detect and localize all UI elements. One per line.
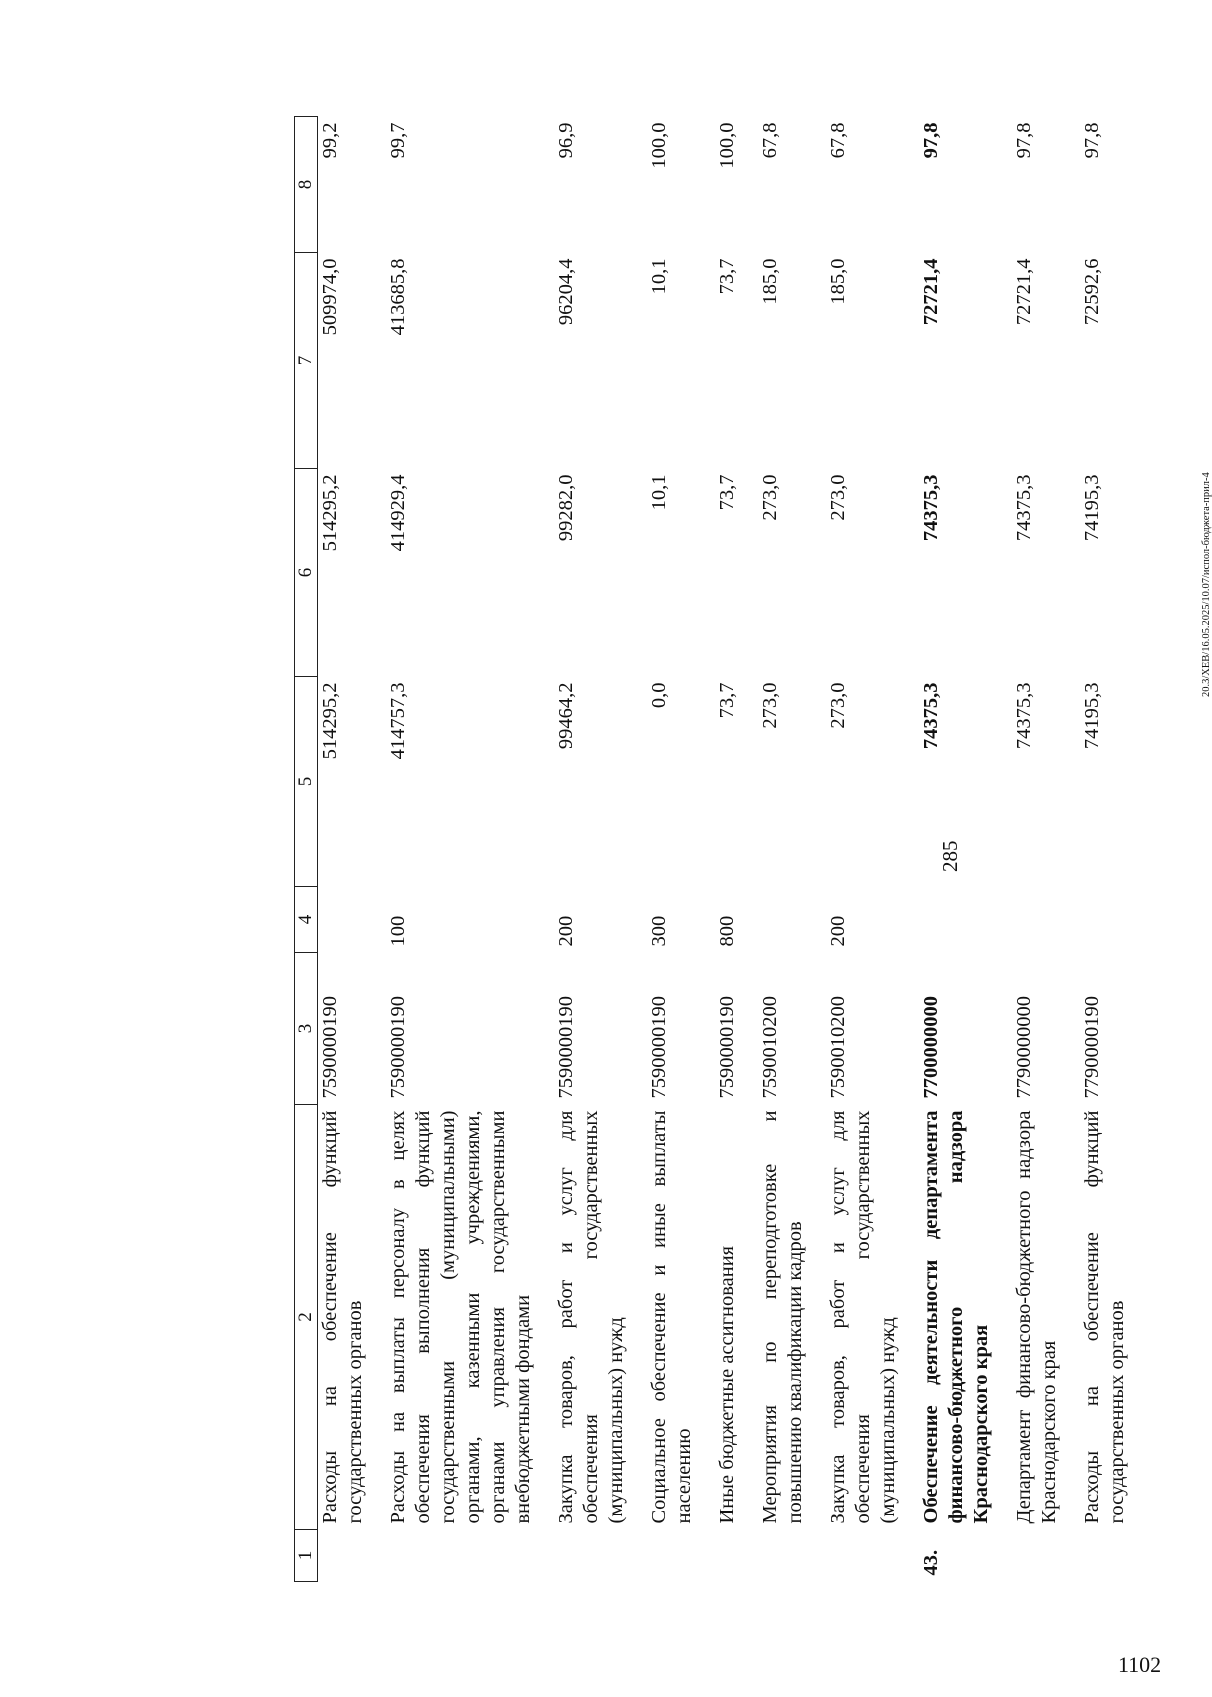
- row-code: 7590000190: [387, 996, 409, 1099]
- row-name: Обеспечение деятельности департамента финансово-бюджетного надзора Краснодарского края: [920, 1110, 992, 1524]
- row-code: 7590010200: [759, 996, 781, 1099]
- row-code: 7590000190: [716, 996, 738, 1099]
- row-name: Расходы на выплаты персоналу в целях обеспечения выполнения функций государственными (муниципальными) органами, казенными учреждениями, органами управления государственными внебюджетными фондами: [387, 1110, 534, 1524]
- header-cell: 1: [295, 1530, 318, 1582]
- budget-table-body: [295, 117, 1139, 1582]
- row-number: [816, 1530, 909, 1582]
- row-value-col5: 74195,3: [1081, 682, 1103, 750]
- row-value-col7: 185,0: [759, 258, 781, 305]
- row-percent-col8: 97,8: [1013, 122, 1035, 159]
- row-name: Департамент финансово-бюджетного надзора Краснодарского края: [1013, 1110, 1060, 1524]
- table-header-row: [295, 117, 318, 1582]
- row-number: [318, 1530, 377, 1582]
- row-percent-col8: 99,2: [319, 122, 341, 159]
- row-percent-col8: 96,9: [555, 122, 577, 159]
- table-row: [816, 117, 909, 1582]
- row-expense-type: [318, 887, 377, 953]
- row-code: 7790000190: [1081, 996, 1103, 1099]
- row-value-col6: 273,0: [827, 474, 849, 521]
- row-value-col6: 74375,3: [920, 474, 942, 542]
- row-value-col6: 73,7: [716, 474, 738, 511]
- row-number: [376, 1530, 544, 1582]
- row-percent-col8: 100,0: [716, 122, 738, 169]
- row-value-col7: 72592,6: [1081, 258, 1103, 326]
- table-row: [705, 117, 748, 1582]
- row-value-col6: 514295,2: [319, 474, 341, 552]
- row-value-col5: 414757,3: [387, 682, 409, 760]
- row-expense-type: [1002, 887, 1070, 953]
- row-name: Мероприятия по переподготовке и повышению квалификации кадров: [759, 1110, 806, 1524]
- row-name: Иные бюджетные ассигнования: [716, 1245, 738, 1524]
- table-row: [748, 117, 816, 1582]
- row-value-col5: 0,0: [648, 682, 670, 709]
- row-value-col7: 96204,4: [555, 258, 577, 326]
- rotated-page: [136, 72, 1212, 1632]
- header-cell: 2: [295, 1105, 318, 1530]
- row-expense-type: 800: [716, 915, 738, 947]
- row-value-col7: 73,7: [716, 258, 738, 295]
- row-value-col6: 414929,4: [387, 474, 409, 552]
- row-number: [705, 1530, 748, 1582]
- row-number: 43.: [920, 1549, 942, 1576]
- row-value-col7: 413685,8: [387, 258, 409, 336]
- row-value-col7: 185,0: [827, 258, 849, 305]
- row-value-col6: 74195,3: [1081, 474, 1103, 542]
- budget-table: [294, 116, 1138, 1582]
- row-name: Расходы на обеспечение функций государственных органов: [319, 1110, 366, 1524]
- row-percent-col8: 67,8: [827, 122, 849, 159]
- row-code: 7790000000: [1013, 996, 1035, 1099]
- row-value-col6: 74375,3: [1013, 474, 1035, 542]
- row-name: Закупка товаров, работ и услуг для обеспечения государственных (муниципальных) нужд: [555, 1110, 627, 1524]
- row-number: [544, 1530, 637, 1582]
- table-row: [1002, 117, 1070, 1582]
- row-code: 7590000190: [319, 996, 341, 1099]
- row-expense-type: [909, 887, 1002, 953]
- row-name: Социальное обеспечение и иные выплаты населению: [648, 1110, 695, 1524]
- header-cell: 3: [295, 953, 318, 1105]
- table-row: [544, 117, 637, 1582]
- row-value-col6: 10,1: [648, 474, 670, 511]
- row-percent-col8: 67,8: [759, 122, 781, 159]
- header-cell: 7: [295, 253, 318, 469]
- row-percent-col8: 97,8: [920, 122, 942, 159]
- row-number: [748, 1530, 816, 1582]
- sheet-number: 1102: [1118, 1652, 1162, 1677]
- row-expense-type: 100: [387, 915, 409, 947]
- row-percent-col8: 97,8: [1081, 122, 1103, 159]
- row-name: Расходы на обеспечение функций государственных органов: [1081, 1110, 1128, 1524]
- row-code: 7590010200: [827, 996, 849, 1099]
- page-number: 285: [938, 840, 962, 872]
- row-value-col5: 73,7: [716, 682, 738, 719]
- row-value-col6: 99282,0: [555, 474, 577, 542]
- row-expense-type: [748, 887, 816, 953]
- footer-code: 20.3/ХЕВ/16.05.2025/10.07/испол-бюджета-прил-4: [1201, 472, 1212, 697]
- table-row: [637, 117, 705, 1582]
- header-cell: 5: [295, 677, 318, 887]
- row-value-col5: 74375,3: [920, 682, 942, 750]
- row-percent-col8: 99,7: [387, 122, 409, 159]
- row-value-col7: 72721,4: [920, 258, 942, 326]
- row-value-col7: 509974,0: [319, 258, 341, 336]
- row-value-col7: 72721,4: [1013, 258, 1035, 326]
- header-cell: 4: [295, 887, 318, 953]
- table-row: [909, 117, 1002, 1582]
- row-code: 7590000190: [648, 996, 670, 1099]
- row-value-col6: 273,0: [759, 474, 781, 521]
- table-row: [1070, 117, 1138, 1582]
- row-value-col5: 273,0: [827, 682, 849, 729]
- table-row: [318, 117, 377, 1582]
- row-value-col7: 10,1: [648, 258, 670, 295]
- table-row: [376, 117, 544, 1582]
- header-cell: 8: [295, 117, 318, 253]
- row-value-col5: 273,0: [759, 682, 781, 729]
- row-code: 7700000000: [920, 996, 942, 1099]
- row-expense-type: 200: [555, 915, 577, 947]
- row-number: [637, 1530, 705, 1582]
- row-expense-type: 200: [827, 915, 849, 947]
- row-value-col5: 99464,2: [555, 682, 577, 750]
- row-code: 7590000190: [555, 996, 577, 1099]
- row-number: [1002, 1530, 1070, 1582]
- row-name: Закупка товаров, работ и услуг для обеспечения государственных (муниципальных) нужд: [827, 1110, 899, 1524]
- row-percent-col8: 100,0: [648, 122, 670, 169]
- row-expense-type: [1070, 887, 1138, 953]
- row-value-col5: 74375,3: [1013, 682, 1035, 750]
- row-value-col5: 514295,2: [319, 682, 341, 760]
- row-expense-type: 300: [648, 915, 670, 947]
- header-cell: 6: [295, 469, 318, 677]
- row-number: [1070, 1530, 1138, 1582]
